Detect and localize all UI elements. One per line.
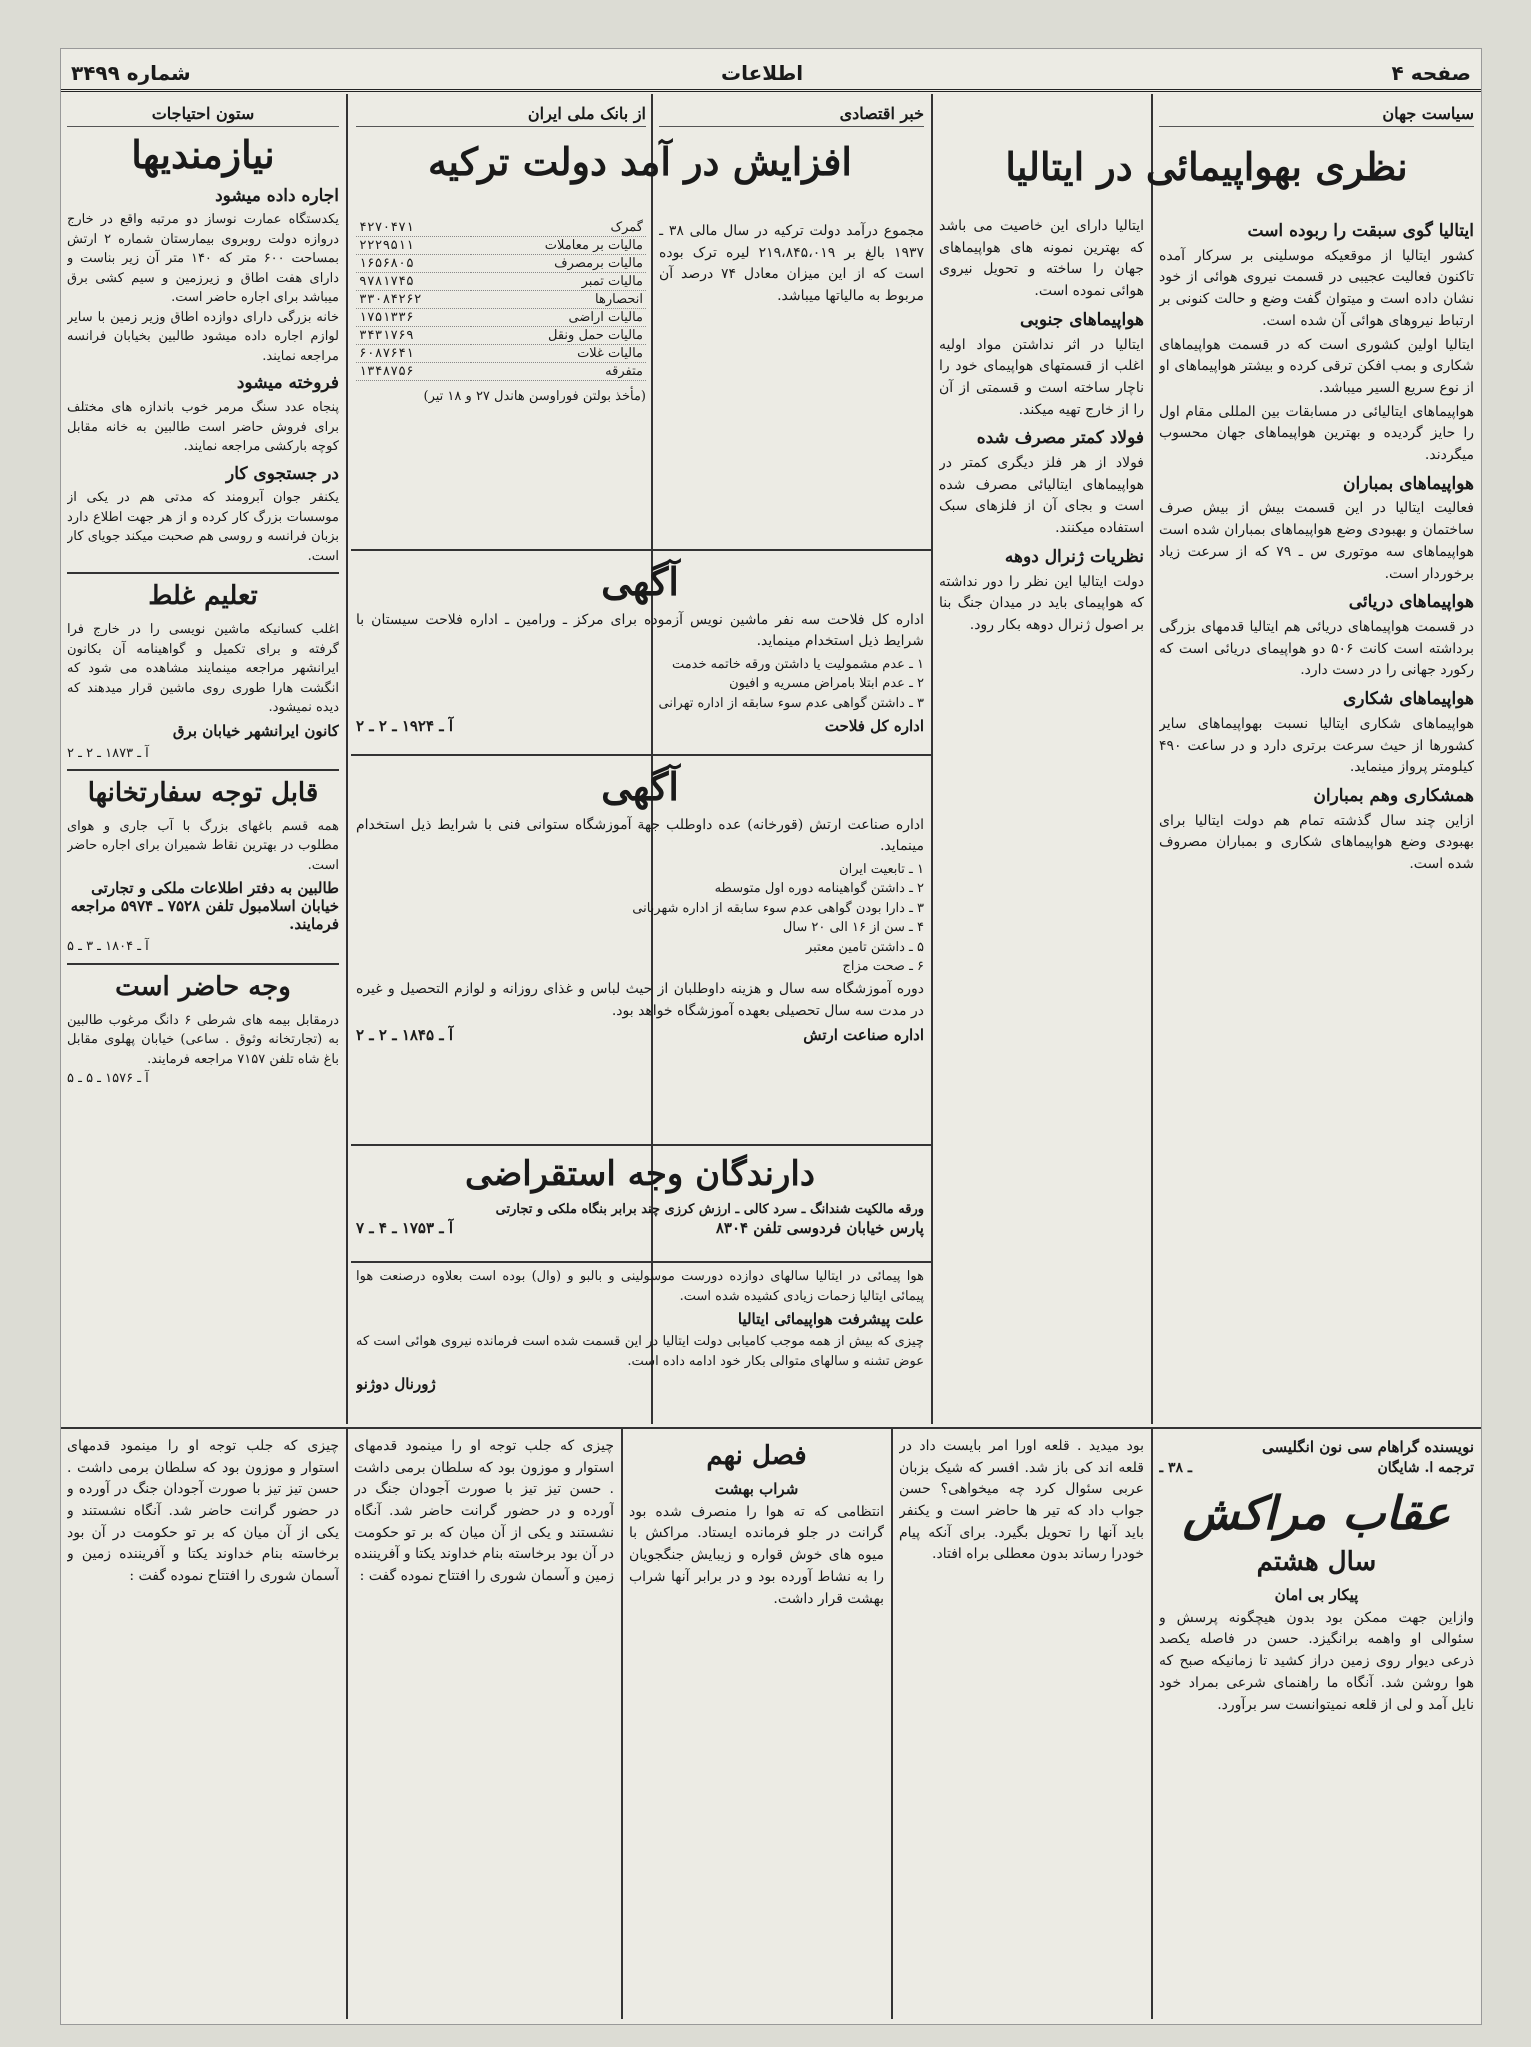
- ad-agriculture: [356, 554, 924, 749]
- serial-paragraph: انتظامی که ته هوا را منصرف شده بود گرانت در جلو فرمانده ایستاد. مراکش با میوه های خوش قواره و زیبایش جنگجویان را به نشاط آورده بود و در برابر آنها شراب بهشت قرار داشت.: [629, 1503, 884, 1607]
- serial-paragraph: وازاین جهت ممکن بود بدون هیچگونه پرسش و سئوالی او واهمه برانگیزد. حسن در فاصله یکصد ذرعی دیوار روی زمین دراز کشید تا زمانیکه صبح که هوا روشن شد. آنگاه ما راهنمای شرعی بمراد خود نایل آمد و لی از قلعه نمیتوانست سر برآورد.: [1159, 1609, 1474, 1713]
- economy-intro-col: [659, 219, 924, 539]
- economy-row: [356, 345, 646, 363]
- row-value: ۹۷۸۱۷۴۵: [356, 273, 471, 291]
- world-politics-headline-box: [939, 139, 1474, 209]
- serial-col-mid: [354, 1434, 614, 2019]
- headline: نظری بهواپیمائی در ایتالیا: [1005, 144, 1408, 189]
- row-value: ۶۰۸۷۶۴۱: [356, 345, 471, 363]
- article-source: ژورنال دوژنو: [356, 1375, 436, 1393]
- paragraph: فعالیت ایتالیا در این قسمت بیش از بیش صرف ساختمان و بهبودی وضع هواپیماهای بمباران شده است هواپیماهای سه موتوری س ـ ۷۹ که از سرعت زیاد برخوردار است.: [1159, 500, 1474, 582]
- ad-loan-holders: [356, 1149, 924, 1259]
- world-politics-col2: [939, 214, 1144, 1419]
- ad-title: آگهی: [601, 559, 679, 604]
- classified-item: یکنفر جوان آبرومند که مدتی هم در یکی از موسسات بزرگ کار کرده و از هر جهت اطلاع دارد بزبان فرانسه و روسی هم صحبت میکند جویای کار است.: [67, 490, 339, 564]
- ad-army-industry: [356, 759, 924, 1139]
- translator: ترجمه ا. شایگان: [1377, 1460, 1474, 1476]
- ad-sign: اداره کل فلاحت: [824, 717, 924, 736]
- row-value: ۱۷۵۱۳۳۶: [356, 309, 471, 327]
- row-label: گمرک: [471, 219, 646, 237]
- ad-code: آ ـ ۱۷۵۳ ـ ۴ ـ ۷: [356, 1219, 454, 1237]
- economy-source: از بانک ملی ایران: [356, 104, 646, 127]
- ad-item: ۳ ـ داشتن گواهی عدم سوء سابقه از اداره تهرانی: [658, 695, 924, 711]
- subhead: ایتالیا گوی سبقت را ربوده است: [1247, 221, 1474, 241]
- serial-col4: [67, 1434, 339, 2019]
- row-value: ۱۳۴۸۷۵۶: [356, 363, 471, 381]
- row-label: مالیات بر معاملات: [471, 237, 646, 255]
- subhead: علت پیشرفت هواپیمائی ایتالیا: [737, 1310, 924, 1328]
- ad-code: آ ـ ۱۸۴۵ ـ ۲ ـ ۲: [356, 1026, 454, 1045]
- classified-item: یکدستگاه عمارت نوساز دو مرتبه واقع در خارج دروازه دولت روبروی بیمارستان شماره ۲ ارتش بمساحت ۶۰۰ متر که ۱۴۰ متر آن زیر بناست و دارای هفت اطاق و زیرزمین و سیم کشی برق میباشد برای اجاره حاضر است.: [67, 212, 339, 306]
- serial-paragraph: چیزی که جلب توجه او را مینمود قدمهای استوار و موزون بود که سلطان برمی داشت . حسن تیز تیز با صورت آجودان جنگ در آورده و در حضور گرانت حاضر شد. آنگاه نشستند و یکی از آن میان که بر تو حکومت در آن بود برخاسته بنام خداوند یکتا و آفریننده زمین و آسمان شوری را افتتاح نموده گفت :: [354, 1438, 614, 1585]
- ad-item: ۱ ـ تابعیت ایران: [839, 861, 924, 877]
- serial-col2: [899, 1434, 1144, 2019]
- paragraph: ایتالیا در اثر نداشتن مواد اولیه اغلب از قسمتهای هواپیمای خود را ناچار ساخته است و قسمتی از آن را از خارج تهیه میکند.: [939, 336, 1144, 418]
- serial-chapter: سال هشتم: [1256, 1547, 1377, 1577]
- ad-code: آ ـ ۱۸۰۴ ـ ۳ ـ ۵: [67, 939, 149, 955]
- ad-body: اداره صناعت ارتش (قورخانه) عده داوطلب جهة آموزشگاه ستوانی فنی با شرایط ذیل استخدام مینماید.: [356, 816, 924, 855]
- classified-item: خانه بزرگی دارای دوازده اطاق وزیر زمین با سایر لوازم اجاره داده میشود طالبین بخیابان فرانسه مراجعه نمایند.: [67, 309, 339, 364]
- row-value: ۴۲۷۰۴۷۱: [356, 219, 471, 237]
- paper-name: اطلاعات: [721, 61, 804, 85]
- economy-table-col: [356, 219, 646, 539]
- classified-section: در جستجوی کار: [226, 463, 339, 484]
- economy-headline: افزایش در آمد دولت ترکیه: [428, 139, 852, 184]
- subhead: هواپیماهای جنوبی: [1019, 309, 1144, 330]
- ad-title: قابل توجه سفارتخانها: [87, 778, 319, 809]
- ad-item: ۴ ـ سن از ۱۶ الی ۲۰ سال: [782, 920, 924, 936]
- paragraph: هواپیماهای شکاری ایتالیا نسبت بهواپیماهای سایر کشورها از حیث سرعت برتری دارد و در ساعت ۴۹۰ کیلومتر پرواز مینماید.: [1159, 715, 1474, 776]
- ad-item: ۲ ـ داشتن گواهینامه دوره اول متوسطه: [714, 881, 924, 897]
- classifieds-kicker: ستون احتیاجات: [67, 104, 339, 127]
- paragraph: ایتالیا اولین کشوری است که در قسمت هواپیماهای شکاری و بمب افکن ترقی کرده و بیشتر هواپیماهای او از نوع سریع السیر میباشد.: [1159, 336, 1474, 396]
- chapter-title: فصل نهم: [706, 1441, 807, 1471]
- classified-section: فروخته میشود: [236, 373, 339, 394]
- serial-col3: [629, 1434, 884, 2019]
- page-label: صفحه ۴: [1391, 61, 1471, 85]
- masthead: [61, 59, 1481, 92]
- economy-note: (مأخذ بولتن فوراوسن هاندل ۲۷ و ۱۸ تیر): [423, 389, 646, 404]
- subhead: نظریات ژنرال دوهه: [1004, 546, 1144, 567]
- row-label: مالیات برمصرف: [471, 255, 646, 273]
- paragraph: چیزی که بیش از همه موجب کامیابی دولت ایتالیا در این قسمت شده است فرمانده نیروی هوائی است که عوض تشنه و سالهای متوالی بکار خود ادامه داده است.: [356, 1334, 924, 1369]
- ad-sign: کانون ایرانشهر خیابان برق: [172, 721, 339, 740]
- row-value: ۳۴۳۱۷۶۹: [356, 327, 471, 345]
- paragraph: هواپیماهای ایتالیائی در مسابقات بین المللی مقام اول را حایز گردیده و بهترین هواپیماهای جهان محسوب میگردند.: [1159, 403, 1474, 463]
- aviation-article: [356, 1267, 924, 1422]
- subhead: هواپیماهای شکاری: [1342, 689, 1474, 710]
- row-label: مالیات تمبر: [471, 273, 646, 291]
- row-label: مالیات اراضی: [471, 309, 646, 327]
- world-politics-col1: [1159, 214, 1474, 1419]
- paragraph: فولاد از هر فلز دیگری کمتر در هواپیماهای ایتالیائی مصرف شده است و بجای آن از فلزهای سبک استفاده میکنند.: [939, 455, 1144, 537]
- subhead: همشکاری وهم بمباران: [1313, 785, 1474, 806]
- subhead: هواپیماهای دریائی: [1348, 592, 1474, 613]
- ad-code: آ ـ ۱۹۲۴ ـ ۲ ـ ۲: [356, 717, 454, 736]
- economy-source-box: [356, 104, 646, 134]
- serial-paragraph: بود میدید . قلعه اورا امر بایست داد در قلعه اند کی باز شد. افسر که شیک بزبان عربی سئوال کرد چه میخواهی؟ حسن جواب داد که تیر ها حاضر است و یکنفر باید آنها را تحویل بگیرد. برای آنکه پیام خودرا رساند بدون معطلی براه افتاد.: [899, 1438, 1144, 1563]
- ad-body: درمقابل بیمه های شرطی ۶ دانگ مرغوب طالبین به (تجارتخانه وثوق . ساعی) خیابان پهلوی مقابل باغ شاه تلفن ۷۱۵۷ مراجعه فرمایند.: [67, 1012, 339, 1067]
- address: خیابان فردوسی تلفن ۸۳۰۴: [715, 1219, 885, 1237]
- economy-row: [356, 363, 646, 381]
- ad-code: آ ـ ۱۸۷۳ ـ ۲ ـ ۲: [67, 745, 149, 761]
- economy-row: [356, 291, 646, 309]
- row-value: ۳۳۰۸۴۲۶۲: [356, 291, 471, 309]
- row-label: مالیات غلات: [471, 345, 646, 363]
- economy-headline-box: [356, 134, 924, 214]
- paragraph: ایتالیا دارای این خاصیت می باشد که بهترین نمونه های هواپیماهای جهان را ساخته و تحویل نیروی هوائی نموده است.: [939, 218, 1144, 300]
- economy-row: [356, 327, 646, 345]
- paragraph: کشور ایتالیا از موقعیکه موسلینی بر سرکار آمده تاکنون فعالیت عجیبی در قسمت نیروی هوائی از خود نشان داده است و میتوان گفت وضع و حالت کنونی بر ارتباط نیروهای هوائی آن شده است.: [1159, 247, 1474, 329]
- episode-number: ـ ۳۸ ـ: [1159, 1460, 1193, 1476]
- section-kicker: سیاست جهان: [1159, 104, 1474, 127]
- classified-section: اجاره داده میشود: [215, 185, 339, 206]
- ad-code: آ ـ ۱۵۷۶ ـ ۵ ـ ۵: [67, 1071, 149, 1087]
- subhead: هواپیماهای بمباران: [1343, 473, 1474, 494]
- ad-item: ۲ ـ عدم ابتلا بامراض مسریه و افیون: [729, 676, 924, 692]
- economy-row: [356, 219, 646, 237]
- classified-item: پنجاه عدد سنگ مرمر خوب باندازه های مختلف برای فروش حاضر است طالبین به خانه مقابل کوچه بارکشی مراجعه نمایند.: [67, 400, 339, 455]
- classifieds-title: نیازمندیها: [131, 132, 275, 177]
- economy-intro: مجموع درآمد دولت ترکیه در سال مالی ۳۸ ـ ۱۹۳۷ بالغ بر ۲۱۹،۸۴۵،۰۱۹ لیره ترک بوده است که از این میزان معادل ۷۴ درصد آن مربوط به مالیاتها میباشد.: [659, 223, 924, 305]
- serial-title: عقاب مراکش: [1182, 1486, 1451, 1540]
- chapter-subtitle: شراب بهشت: [714, 1479, 799, 1498]
- ad-sign: اداره صناعت ارتش: [803, 1026, 924, 1045]
- serial-paragraph: چیزی که جلب توجه او را مینمود قدمهای استوار و موزون بود که سلطان برمی داشت . حسن تیز تیز با صورت آجودان جنگ در آورده و در حضور گرانت حاضر شد. آنگاه نشستند و یکی از آن میان که بر تو حکومت در آن بود برخاسته بنام خداوند یکتا و آفریننده زمین و آسمان شوری را افتتاح نموده گفت :: [67, 1438, 339, 1585]
- paragraph: ازاین چند سال گذشته تمام هم دولت ایتالیا برای بهبودی وضع هواپیماهای شکاری و بمباران مصروف شده است.: [1159, 812, 1474, 873]
- newspaper-page: [60, 48, 1482, 2025]
- ad-body: همه قسم باغهای بزرگ با آب جاری و هوای مطلوب در بهترین نقاط شمیران برای اجاره حاضر است.: [67, 818, 339, 873]
- ad-title: آگهی: [601, 764, 679, 809]
- ad-item: ۶ ـ صحت مزاج: [842, 959, 924, 975]
- row-value: ۱۶۵۶۸۰۵: [356, 255, 471, 273]
- economy-row: [356, 273, 646, 291]
- paragraph: در قسمت هواپیماهای دریائی هم ایتالیا قدمهای بزرگی برداشته است کانت ۵۰۶ دو هواپیمای دریائی است که رکورد جهانی را در دست دارد.: [1159, 619, 1474, 679]
- author-line: نویسنده گراهام سی نون انگلیسی: [1262, 1438, 1474, 1456]
- economy-row: [356, 309, 646, 327]
- ad-sign: طالبین به دفتر اطلاعات ملکی و تجارتی خیابان اسلامبول تلفن ۷۵۲۸ ـ ۵۹۷۴ مراجعه فرمایند.: [70, 879, 339, 934]
- row-label: مالیات حمل ونقل: [471, 327, 646, 345]
- serial-subtitle: پیکار بی امان: [1274, 1585, 1359, 1604]
- ad-body: اغلب کسانیکه ماشین نویسی را در خارج فرا گرفته و برای تکمیل و گواهینامه آن بکانون ایرانشهر مراجعه مینمایند مشاهده می شود که انگشت هارا طوری روی ماشین قرار میدهند که دیده نمیشود.: [67, 622, 339, 716]
- ad-item: ۳ ـ دارا بودن گواهی عدم سوء سابقه از اداره شهربانی: [632, 900, 924, 916]
- ad-body: اداره کل فلاحت سه نفر ماشین نویس آزموده برای مرکز ـ ورامین ـ اداره فلاحت سیستان با شرایط ذیل استخدام مینماید.: [356, 611, 924, 650]
- serial-story-header: [1159, 1434, 1474, 2019]
- ad-body: ورقه مالکیت شندانگ ـ سرد کالی ـ ارزش کرزی چند برابر بنگاه ملکی و تجارتی: [495, 1201, 924, 1217]
- brand-name: پارس: [889, 1219, 924, 1237]
- economy-row: [356, 255, 646, 273]
- ad-loan-headline: دارندگان وجه استقراضی: [465, 1154, 815, 1194]
- economy-figures-table: [356, 219, 646, 381]
- subhead: فولاد کمتر مصرف شده: [976, 428, 1144, 449]
- ad-body: دوره آموزشگاه سه سال و هزینه داوطلبان از حیث لباس و غذای روزانه و لوازم التحصیل و غیره در مدت سه سال تحصیلی بعهده آموزشگاه خواهد بود.: [356, 980, 924, 1019]
- row-label: انحصارها: [471, 291, 646, 309]
- issue-label: شماره ۳۴۹۹: [71, 61, 191, 85]
- economy-row: [356, 237, 646, 255]
- ad-title: تعلیم غلط: [148, 581, 258, 612]
- economy-kicker: خبر اقتصادی: [659, 104, 924, 127]
- row-value: ۲۲۲۹۵۱۱: [356, 237, 471, 255]
- classifieds-column: [67, 104, 339, 1422]
- paragraph: هوا پیمائی در ایتالیا سالهای دوازده دورست موسولینی و بالبو و (وال) بوده است بعلاوه درصنعت هوا پیمائی ایتالیا زحمات زیادی کشیده شده است.: [356, 1269, 924, 1304]
- row-label: متفرقه: [471, 363, 646, 381]
- ad-item: ۱ ـ عدم مشمولیت یا داشتن ورقه خاتمه خدمت: [671, 656, 924, 672]
- paragraph: دولت ایتالیا این نظر را دور نداشته که هواپیمای باید در میدان جنگ بنا بر اصول ژنرال دوهه بکار رود.: [939, 573, 1144, 634]
- ad-item: ۵ ـ داشتن تامین معتبر: [805, 939, 924, 955]
- ad-title: وجه حاضر است: [115, 971, 291, 1002]
